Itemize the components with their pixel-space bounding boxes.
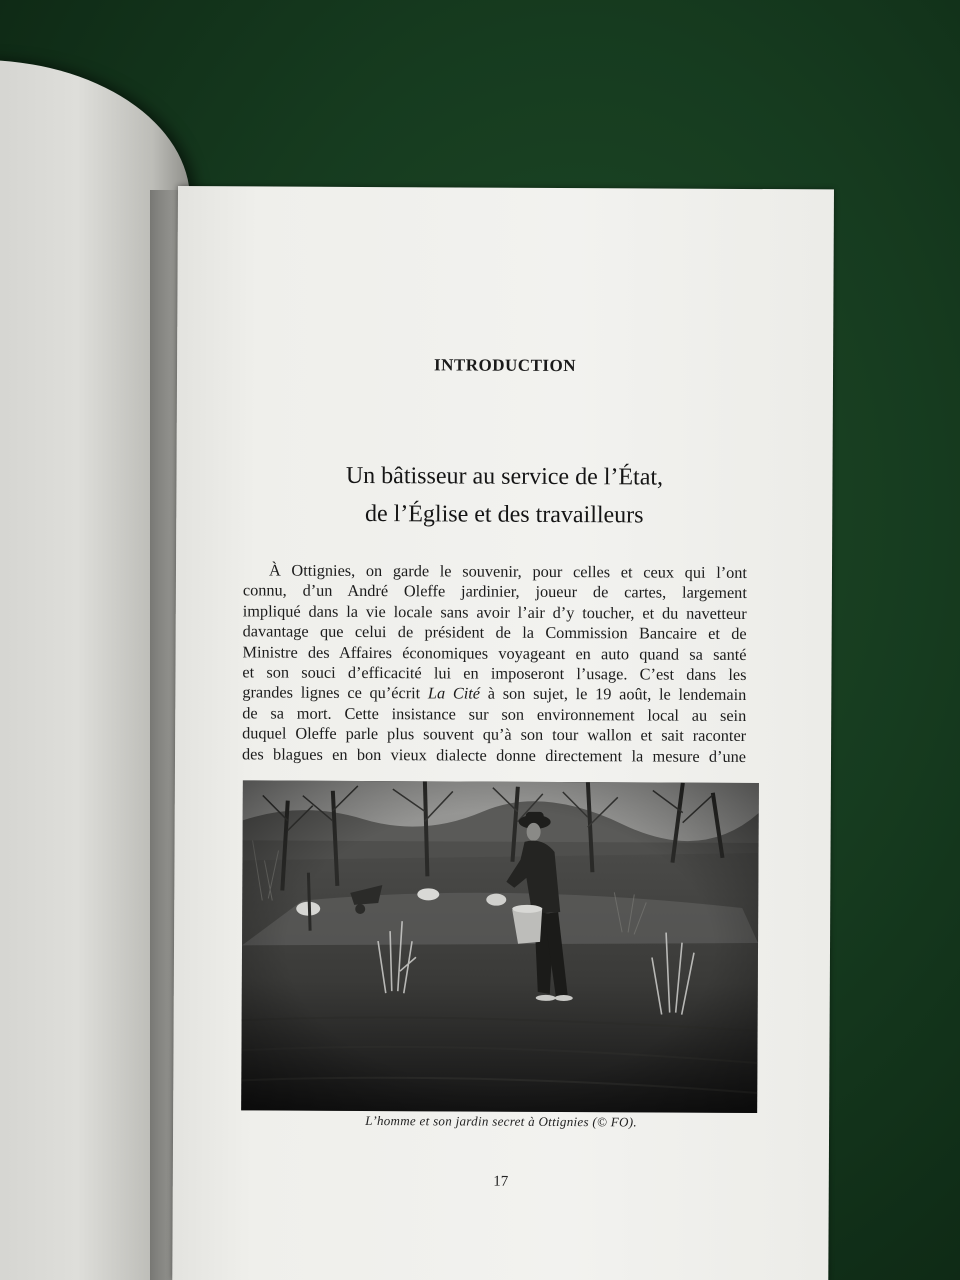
page-number: 17 — [493, 1173, 509, 1190]
garden-photograph — [241, 780, 759, 1113]
body-line: de sa mort. Cette insistance sur son environnement local au sein — [242, 703, 747, 725]
body-line: impliqué dans la vie locale sans avoir l’air d’y toucher, et du navetteur — [242, 601, 747, 623]
chapter-title-line-1: Un bâtisseur au service de l’État, — [345, 462, 664, 491]
body-line: À Ottignies, on garde le souvenir, pour celles et ceux qui l’ont — [268, 560, 748, 582]
body-line: duquel Oleffe parle plus souvent qu’à son tour wallon et sait raconter — [242, 723, 747, 746]
book-page — [172, 186, 834, 1280]
newspaper-title: La Cité — [427, 683, 481, 704]
body-line: davantage que celui de président de la Commission Bancaire et de — [242, 621, 747, 644]
chapter-title-line-2: de l’Église et des travailleurs — [364, 500, 644, 529]
section-heading: INTRODUCTION — [434, 355, 577, 376]
body-line: Ministre des Affaires économiques voyageant en auto quand sa santé — [242, 641, 747, 664]
photo-illustration — [241, 780, 759, 1113]
body-paragraph — [242, 560, 747, 767]
body-line-with-title — [242, 683, 746, 706]
body-line: et son souci d’efficacité lui en imposeront l’usage. C’est dans les — [242, 662, 747, 685]
photo-caption: L’homme et son jardin secret à Ottignies (© FO). — [365, 1112, 637, 1130]
body-line-text: grandes lignes ce qu’écrit La Cité à son sujet, le 19 août, le lendemain — [242, 682, 747, 705]
body-line: connu, d’un André Oleffe jardinier, joueur de cartes, largement — [242, 580, 747, 603]
body-line: des blagues en bon vieux dialecte donne directement la mesure d’une — [241, 743, 747, 766]
chapter-title — [176, 456, 832, 535]
